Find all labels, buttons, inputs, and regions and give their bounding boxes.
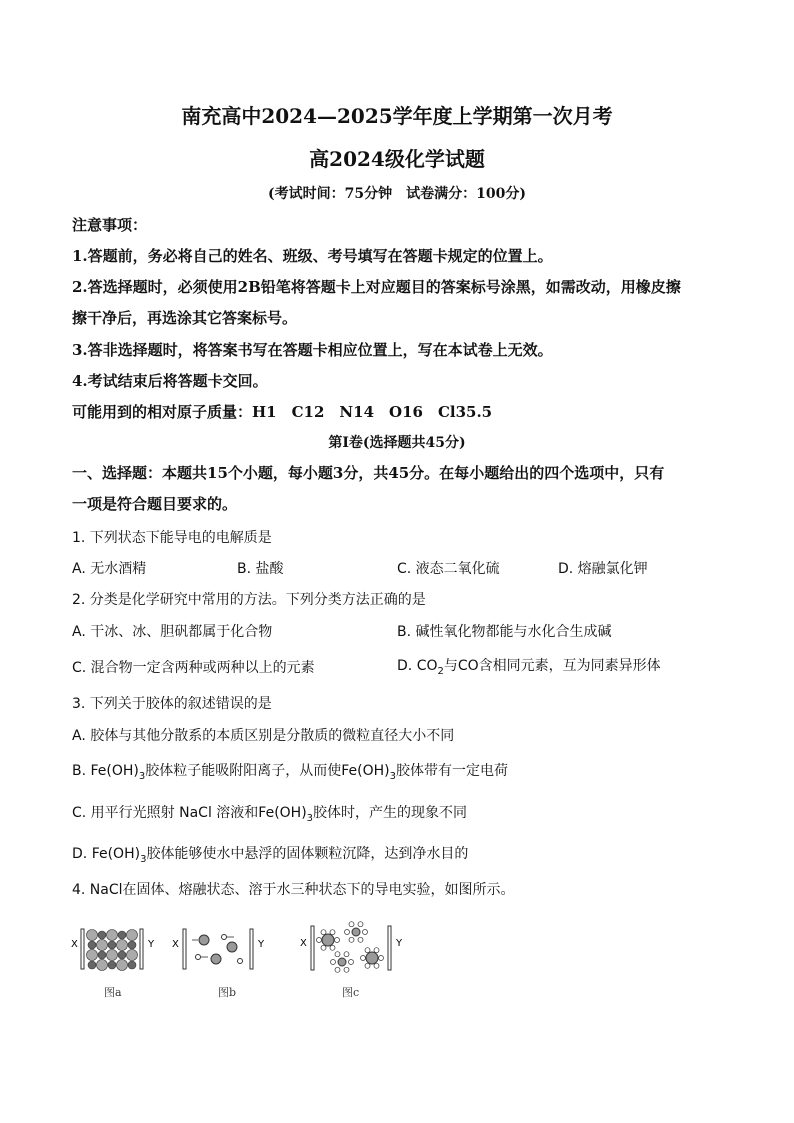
fig-c-hydrated-ions <box>317 922 384 973</box>
fig-a-lattice-ion <box>108 941 116 949</box>
fig-c-water-molecule <box>344 967 349 972</box>
exam-title: 南充高中2024—2025学年度上学期第一次月考 <box>181 104 613 128</box>
q3-b-mid: 胶体粒子能吸附阳离子，从而使 <box>145 763 342 779</box>
fig-a-lattice-ion <box>97 960 108 971</box>
q3-b-formula2: Fe(OH) <box>341 763 390 779</box>
fig-c-ion-core <box>366 952 378 964</box>
q3-option-a: A. 胶体与其他分散系的本质区别是分散质的微粒直径大小不同 <box>72 728 455 744</box>
fig-a-lattice-ion <box>118 951 126 959</box>
fig-c-water-molecule <box>345 930 350 935</box>
q3-d-formula: Fe(OH) <box>91 846 141 862</box>
fig-c-electrode-y <box>388 926 391 970</box>
fig-c-water-molecule <box>330 945 335 950</box>
fig-a-lattice-ion <box>97 940 108 951</box>
q3-b-sub1: 3 <box>138 770 146 782</box>
note-item-2b: 擦干净后，再选涂其它答案标号。 <box>72 309 298 327</box>
fig-c-x-label: X <box>300 938 307 949</box>
fig-a-lattice-ion <box>107 930 118 941</box>
fig-c-water-molecule <box>349 922 354 927</box>
fig-b-y-label: Y <box>258 939 265 950</box>
q3-d-end: 胶体能够使水中悬浮的固体颗粒沉降，达到净水目的 <box>146 846 469 862</box>
fig-b-ion-small <box>238 959 243 964</box>
fig-b-x-label: X <box>172 939 179 950</box>
section-title: 第Ⅰ卷(选择题共45分) <box>328 435 466 451</box>
q2-d-co2: CO <box>416 658 438 674</box>
fig-a-lattice-ion <box>87 950 98 961</box>
fig-a-lattice-ion <box>88 941 96 949</box>
q3-b-end: 胶体带有一定电荷 <box>396 763 509 779</box>
fig-c-water-molecule <box>374 963 379 968</box>
note-item-1: 1.答题前，务必将自己的姓名、班级、考号填写在答题卡规定的位置上。 <box>72 247 553 265</box>
q2-d-sub: 2 <box>437 665 444 677</box>
fig-c-water-molecule <box>363 930 368 935</box>
fig-c-water-molecule <box>330 930 335 935</box>
fig-c-ion-core <box>338 958 346 966</box>
note-item-2a: 2.答选择题时，必须使用2B铅笔将答题卡上对应题目的答案标号涂黑，如需改动，用橡皮擦 <box>72 278 681 296</box>
fig-a-lattice-ion <box>98 931 106 939</box>
fig-c-water-molecule <box>358 922 363 927</box>
figure-a-label: 图a <box>104 986 122 999</box>
fig-a-lattice-ion <box>117 940 128 951</box>
fig-b-ion-small <box>222 935 227 940</box>
fig-c-water-molecule <box>335 938 340 943</box>
q2-option-a: A. 干冰、冰、胆矾都属于化合物 <box>72 624 273 640</box>
q2-stem: 2. 分类是化学研究中常用的方法。下列分类方法正确的是 <box>72 592 426 608</box>
fig-c-water-molecule <box>344 952 349 957</box>
fig-c-y-label: Y <box>396 938 403 949</box>
fig-a-lattice-ion <box>87 930 98 941</box>
q3-d-prefix: D. <box>72 846 92 862</box>
fig-a-electrode-y <box>140 929 143 969</box>
q2-option-d <box>397 655 661 677</box>
fig-c-water-molecule <box>365 963 370 968</box>
fig-c-electrode-x <box>311 926 314 970</box>
fig-a-lattice-ion <box>108 961 116 969</box>
fig-a-electrode-x <box>81 929 84 969</box>
fig-c-water-molecule <box>349 960 354 965</box>
q1-option-b: B. 盐酸 <box>237 561 284 577</box>
fig-b-ion <box>227 942 237 952</box>
q3-option-c <box>72 802 467 824</box>
fig-c-water-molecule <box>349 937 354 942</box>
fig-c-water-molecule <box>321 930 326 935</box>
fig-a-lattice-ion <box>118 931 126 939</box>
fig-c-water-molecule <box>335 952 340 957</box>
section-instr-a: 一、选择题：本题共15个小题，每小题3分，共45分。在每小题给出的四个选项中，只有 <box>72 464 665 482</box>
fig-a-lattice-ion <box>98 951 106 959</box>
q3-option-b <box>72 760 508 782</box>
figure-c-label: 图c <box>342 986 360 999</box>
q2-d-prefix: D. <box>397 658 417 674</box>
q3-b-sub2: 3 <box>389 770 397 782</box>
figure-b-diagram <box>170 925 270 975</box>
fig-c-water-molecule <box>321 945 326 950</box>
q3-d-sub: 3 <box>140 853 147 865</box>
fig-c-water-molecule <box>358 937 363 942</box>
fig-c-water-molecule <box>379 956 384 961</box>
fig-c-water-molecule <box>317 938 322 943</box>
q3-c-prefix: C. 用平行光照射 NaCl 溶液和 <box>72 805 259 821</box>
fig-c-ion-core <box>322 934 334 946</box>
fig-b-ion <box>199 935 209 945</box>
figure-a-diagram <box>68 925 158 975</box>
fig-b-ion <box>211 954 221 964</box>
fig-c-water-molecule <box>361 956 366 961</box>
fig-b-electrode-y <box>250 929 253 969</box>
exam-info: (考试时间：75分钟 试卷满分：100分) <box>268 186 526 202</box>
fig-a-y-label: Y <box>148 939 155 950</box>
fig-a-x-label: X <box>71 939 78 950</box>
q1-option-a: A. 无水酒精 <box>72 561 147 577</box>
fig-a-lattice-ion <box>128 961 136 969</box>
fig-c-water-molecule <box>335 967 340 972</box>
fig-c-water-molecule <box>365 948 370 953</box>
figure-c-diagram <box>298 918 408 978</box>
q2-option-b: B. 碱性氧化物都能与水化合生成碱 <box>397 624 612 640</box>
q1-option-c: C. 液态二氧化硫 <box>397 561 500 577</box>
q2-option-c: C. 混合物一定含两种或两种以上的元素 <box>72 660 315 676</box>
fig-c-ion-core <box>352 928 360 936</box>
q3-b-prefix: B. <box>72 763 91 779</box>
q4-stem: 4. NaCl在固体、熔融状态、溶于水三种状态下的导电实验，如图所示。 <box>72 882 515 898</box>
q3-option-d <box>72 843 468 865</box>
fig-c-water-molecule <box>374 948 379 953</box>
q1-stem: 1. 下列状态下能导电的电解质是 <box>72 530 272 546</box>
section-instr-b: 一项是符合题目要求的。 <box>72 495 238 513</box>
fig-b-ion-small <box>196 955 201 960</box>
exam-subtitle: 高2024级化学试题 <box>309 147 485 171</box>
fig-a-lattice-ion <box>107 950 118 961</box>
fig-a-lattice-ion <box>127 950 138 961</box>
fig-a-lattice <box>87 930 138 971</box>
q2-d-text: 与CO含相同元素，互为同素异形体 <box>443 658 661 674</box>
fig-a-lattice-ion <box>88 961 96 969</box>
figure-b-label: 图b <box>218 986 237 999</box>
q3-c-sub: 3 <box>306 812 314 824</box>
atomic-mass-line: 可能用到的相对原子质量：H1 C12 N14 O16 Cl35.5 <box>72 403 493 421</box>
fig-b-electrode-x <box>183 929 186 969</box>
fig-a-lattice-ion <box>127 930 138 941</box>
note-item-4: 4.考试结束后将答题卡交回。 <box>72 372 268 390</box>
fig-a-lattice-ion <box>117 960 128 971</box>
q3-c-formula: Fe(OH) <box>258 805 307 821</box>
q3-c-end: 胶体时，产生的现象不同 <box>313 805 468 821</box>
q3-stem: 3. 下列关于胶体的叙述错误的是 <box>72 696 272 712</box>
fig-a-lattice-ion <box>128 941 136 949</box>
fig-c-water-molecule <box>331 960 336 965</box>
q1-option-d: D. 熔融氯化钾 <box>558 561 648 577</box>
note-item-3: 3.答非选择题时，将答案书写在答题卡相应位置上，写在本试卷上无效。 <box>72 341 553 359</box>
q3-b-formula1: Fe(OH) <box>90 763 139 779</box>
notes-heading: 注意事项： <box>72 216 148 234</box>
